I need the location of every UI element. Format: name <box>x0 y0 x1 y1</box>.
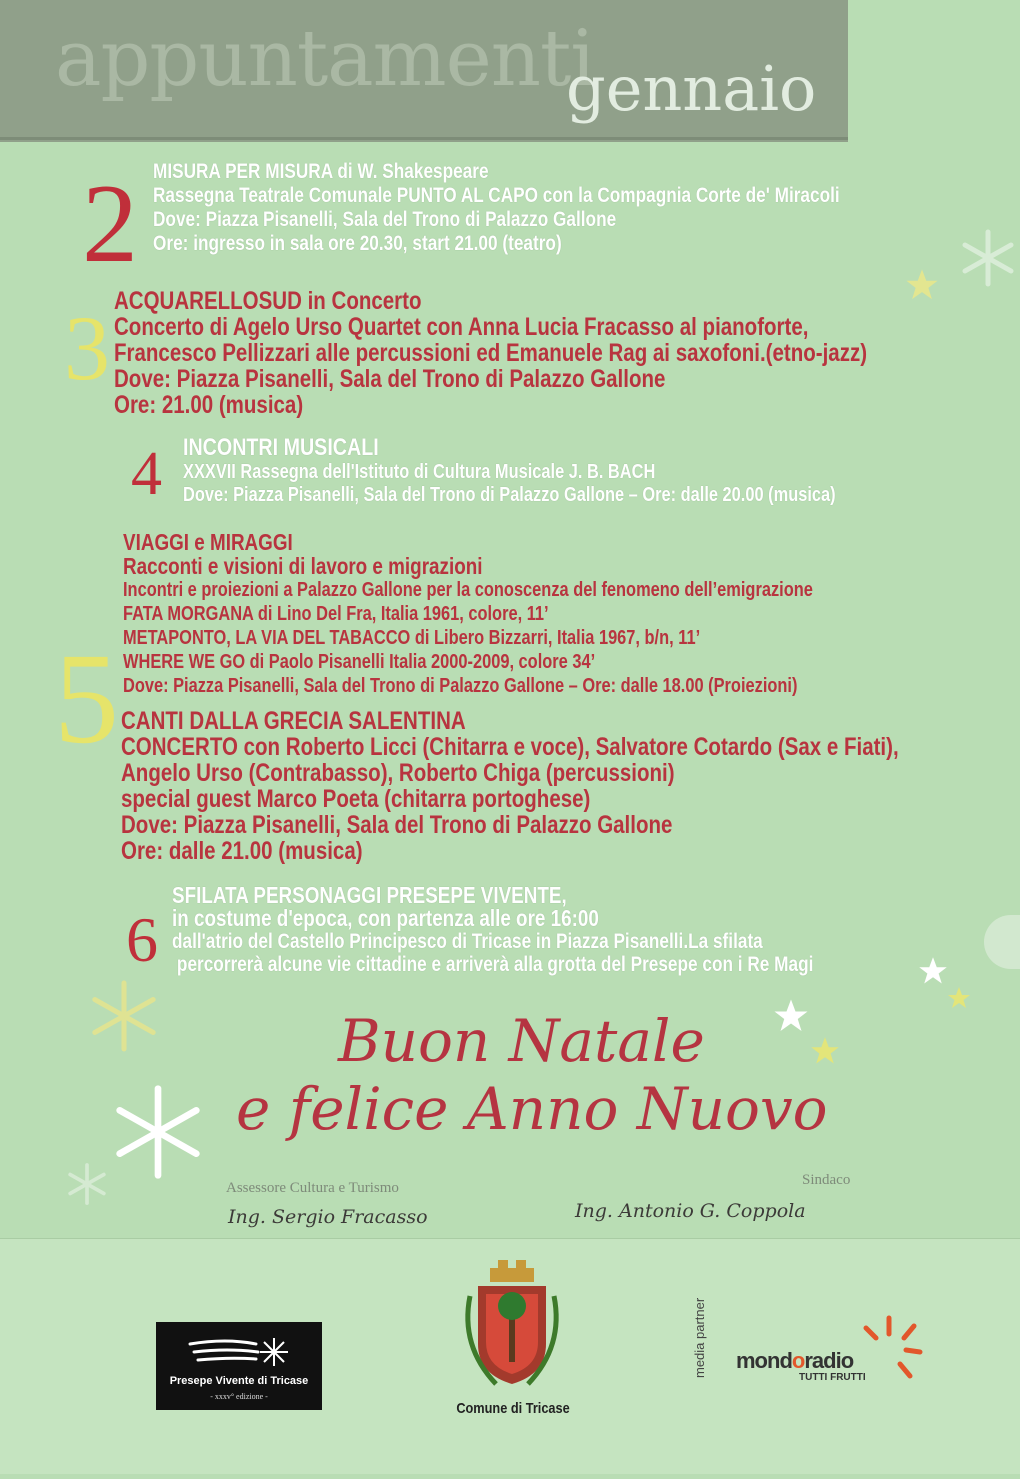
snowflake-icon <box>86 978 162 1054</box>
star-icon <box>947 986 971 1010</box>
media-partner-label: media partner <box>692 1297 707 1378</box>
snowflake-icon <box>66 1162 108 1206</box>
day-number-4: 4 <box>131 440 162 508</box>
event-title: SFILATA PERSONAGGI PRESEPE VIVENTE, <box>172 882 567 908</box>
event-line: XXXVII Rassegna dell'Istituto di Cultura Musicale J. B. BACH <box>183 461 656 483</box>
event-subtitle: Racconti e visioni di lavoro e migrazioni <box>123 553 483 579</box>
signature-right-name: Ing. Antonio G. Coppola <box>575 1200 806 1222</box>
day-number-6: 6 <box>126 904 158 975</box>
event-title: VIAGGI e MIRAGGI <box>123 529 293 555</box>
star-icon <box>904 268 940 302</box>
star-icon <box>810 1036 840 1066</box>
presepe-logo-name: Presepe Vivente di Tricase <box>169 1375 309 1387</box>
comet-icon <box>186 1332 292 1370</box>
presepe-logo-edition: - xxxv° edizione - <box>210 1392 268 1401</box>
event-title: MISURA PER MISURA di W. Shakespeare <box>153 160 489 183</box>
day-number-2: 2 <box>82 162 138 286</box>
event-day-3 <box>114 288 867 418</box>
event-location: Dove: Piazza Pisanelli, Sala del Trono di Palazzo Gallone <box>121 811 673 839</box>
signature-left-name: Ing. Sergio Fracasso <box>228 1206 428 1228</box>
day-number-3: 3 <box>64 297 110 399</box>
coat-of-arms-icon <box>456 1256 568 1396</box>
mondoradio-logo <box>736 1348 853 1374</box>
event-line: Concerto di Agelo Urso Quartet con Anna Lucia Fracasso al pianoforte, <box>114 313 809 341</box>
star-icon <box>773 998 809 1034</box>
film-item: FATA MORGANA di Lino Del Fra, Italia 1961, colore, 11’ <box>123 603 549 625</box>
header-divider <box>0 137 848 140</box>
radio-name-accent: o <box>791 1348 805 1373</box>
event-line: Rassegna Teatrale Comunale PUNTO AL CAPO con la Compagnia Corte de' Miracoli <box>153 184 840 207</box>
event-line: percorrerà alcune vie cittadine e arriverà alla grotta del Presepe con i Re Magi <box>176 953 814 976</box>
paper-fold-mark <box>984 915 1020 969</box>
event-title: INCONTRI MUSICALI <box>183 434 379 461</box>
event-title: ACQUARELLOSUD in Concerto <box>114 287 422 315</box>
event-title: CANTI DALLA GRECIA SALENTINA <box>121 707 466 735</box>
snowflake-icon <box>960 228 1016 288</box>
event-day-6 <box>172 884 813 976</box>
day-number-5: 5 <box>54 627 119 771</box>
event-time: Ore: dalle 21.00 (musica) <box>121 837 363 865</box>
month-title: gennaio <box>566 52 817 125</box>
event-time: Ore: ingresso in sala ore 20.30, start 21.00 (teatro) <box>153 232 562 255</box>
event-location: Dove: Piazza Pisanelli, Sala del Trono di Palazzo Gallone – Ore: dalle 20.00 (musica) <box>183 484 836 506</box>
greeting-line-2: e felice Anno Nuovo <box>236 1075 828 1143</box>
event-day-4 <box>183 434 836 507</box>
event-location: Dove: Piazza Pisanelli, Sala del Trono di Palazzo Gallone – Ore: dalle 18.00 (Proiezioni) <box>123 675 798 697</box>
signature-left-role: Assessore Cultura e Turismo <box>226 1180 399 1196</box>
event-line: CONCERTO con Roberto Licci (Chitarra e voce), Salvatore Cotardo (Sax e Fiati), <box>121 733 899 761</box>
event-line: in costume d'epoca, con partenza alle ore 16:00 <box>172 905 599 931</box>
film-item: METAPONTO, LA VIA DEL TABACCO di Libero Bizzarri, Italia 1967, b/n, 11’ <box>123 627 701 649</box>
event-time: Ore: 21.00 (musica) <box>114 391 304 419</box>
event-line: Angelo Urso (Contrabasso), Roberto Chiga (percussioni) <box>121 759 675 787</box>
event-line: Incontri e proiezioni a Palazzo Gallone per la conoscenza del fenomeno dell’emigrazione <box>123 579 813 601</box>
event-day-5-part-a <box>123 530 813 698</box>
comune-label: Comune di Tricase <box>456 1400 570 1417</box>
radio-name-part: mond <box>736 1348 792 1373</box>
event-location: Dove: Piazza Pisanelli, Sala del Trono di Palazzo Gallone <box>153 208 617 231</box>
film-item: WHERE WE GO di Paolo Pisanelli Italia 2000-2009, colore 34’ <box>123 651 596 673</box>
event-line: special guest Marco Poeta (chitarra portoghese) <box>121 785 591 813</box>
star-icon <box>918 956 948 986</box>
event-day-2 <box>153 160 840 256</box>
page-title: appuntamenti <box>55 14 595 104</box>
radio-tagline: TUTTI FRUTTI <box>799 1372 866 1383</box>
event-location: Dove: Piazza Pisanelli, Sala del Trono di Palazzo Gallone <box>114 365 666 393</box>
signature-right-role: Sindaco <box>802 1172 851 1188</box>
event-day-5-part-b <box>121 708 899 864</box>
presepe-vivente-logo <box>156 1322 322 1410</box>
greeting-line-1: Buon Natale <box>338 1007 705 1075</box>
snowflake-icon <box>110 1082 206 1182</box>
event-line: Francesco Pellizzari alle percussioni ed Emanuele Rag ai saxofoni.(etno-jazz) <box>114 339 868 367</box>
event-line: dall'atrio del Castello Principesco di Tricase in Piazza Pisanelli.La sfilata <box>172 930 763 953</box>
radio-name-part: radio <box>804 1348 854 1373</box>
